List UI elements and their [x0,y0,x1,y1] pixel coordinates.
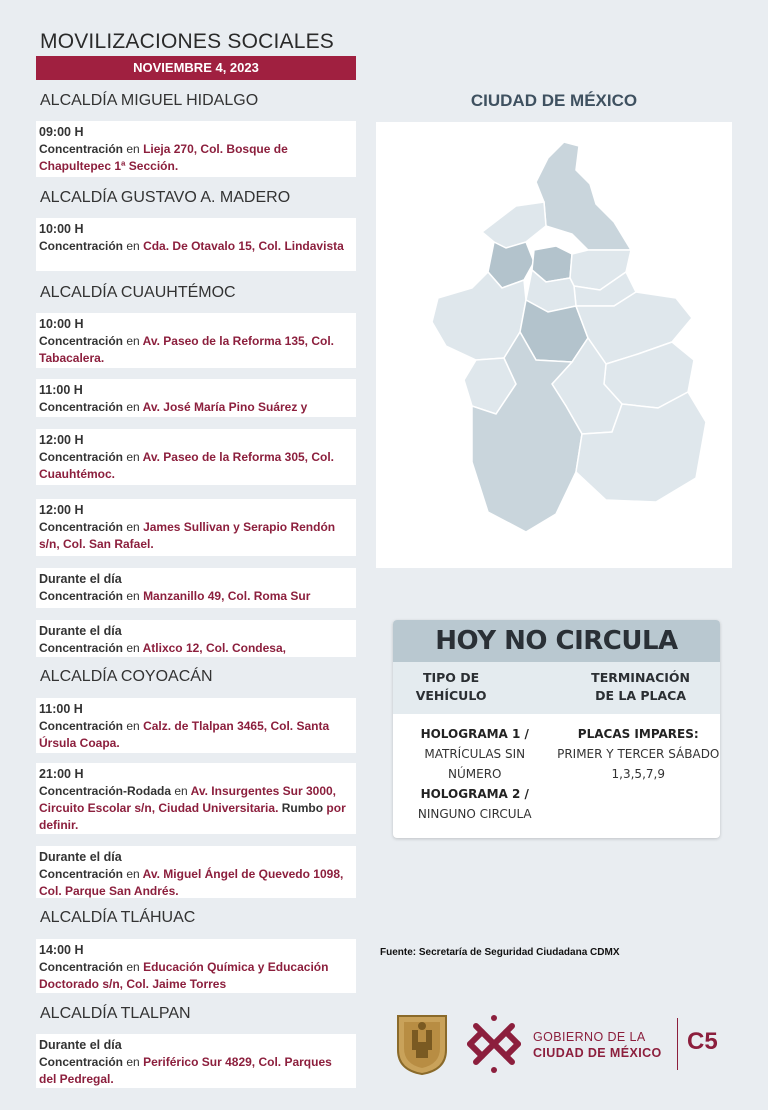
event-time: 10:00 H [39,222,84,236]
cdmx-map-svg [376,122,732,568]
city-map [376,122,732,568]
event-card [36,379,356,417]
col-tipo-vehiculo: TIPO DE VEHÍCULO [415,670,487,703]
event-card [36,218,356,271]
event-connector: en [126,867,140,881]
event-connector: en [126,1055,140,1069]
event-card [36,429,356,485]
event-connector: en [126,589,140,603]
event-connector: en [126,960,140,974]
section-heading: ALCALDÍA TLÁHUAC [40,909,196,926]
section-heading: ALCALDÍA COYOACÁN [40,668,213,685]
map-title: CIUDAD DE MÉXICO [470,91,638,110]
event-card [36,313,356,368]
event-place: Educación Química y Educación Doctorado s/n, Col. Jaime Torres [39,960,329,991]
holograma2-text: NINGUNO CIRCULA [417,807,532,821]
page-title: MOVILIZACIONES SOCIALES [40,30,335,53]
event-place: Cda. De Otavalo 15, Col. Lindavista [143,239,344,253]
event-place: Manzanillo 49, Col. Roma Sur [143,589,311,603]
event-place: Av. Miguel Ángel de Quevedo 1098, Col. Parque San Andrés. [39,867,344,898]
event-time: Durante el día [39,572,122,586]
event-card [36,620,356,657]
event-time: 10:00 H [39,317,84,331]
holograma1-text: MATRÍCULAS SIN NÚMERO [424,747,526,781]
event-type: Concentración [39,1055,124,1069]
hoy-no-circula-title: HOY NO CIRCULA [393,620,720,662]
event-connector: en [126,520,140,534]
event-time: 12:00 H [39,503,84,517]
event-type: Concentración [39,239,124,253]
map-region-gam [536,142,631,250]
event-connector: en [174,784,188,798]
col-terminacion-placa: TERMINACIÓN DE LA PLACA [591,670,690,703]
event-time: 14:00 H [39,943,84,957]
event-type: Concentración [39,334,124,348]
hoy-no-circula-panel [393,620,720,838]
event-type: Concentración [39,520,124,534]
date-bar: NOVIEMBRE 4, 2023 [36,56,356,80]
event-card [36,499,356,556]
footer-logos [394,1010,734,1080]
event-card [36,939,356,993]
event-time: Durante el día [39,850,122,864]
event-card [36,568,356,608]
logo-divider [677,1018,678,1070]
event-time: Durante el día [39,624,122,638]
event-type: Concentración [39,867,124,881]
c5-logo: C5 [687,1028,718,1055]
event-type: Concentración [39,960,124,974]
cdmx-logo-icon [464,1012,524,1076]
event-type: Concentración [39,719,124,733]
event-place: Av. José María Pino Suárez y [142,400,308,414]
holograma1-label: HOLOGRAMA 1 / [420,727,529,741]
event-card [36,763,356,834]
event-connector: en [126,239,140,253]
section-heading: ALCALDÍA GUSTAVO A. MADERO [40,189,291,206]
event-time: Durante el día [39,1038,122,1052]
event-type: Concentración [39,589,124,603]
hoy-no-circula-header [393,662,720,714]
event-time: 09:00 H [39,125,84,139]
event-type: Concentración [39,400,124,414]
gov-line-2: CIUDAD DE MÉXICO [533,1046,662,1060]
gov-name [533,1029,662,1061]
event-route-label: Rumbo [281,801,324,815]
event-place: James Sullivan y Serapio Rendón s/n, Col. San Rafael. [39,520,336,551]
event-connector: en [126,334,140,348]
event-type: Concentración-Rodada [39,784,172,798]
event-place: Av. Paseo de la Reforma 305, Col. Cuauhtémoc. [39,450,335,481]
event-time: 21:00 H [39,767,84,781]
event-connector: en [126,450,140,464]
event-place: Av. Insurgentes Sur 3000, Circuito Escolar s/n, Ciudad Universitaria. [39,784,336,815]
source-note: Fuente: Secretaría de Seguridad Ciudadana CDMX [380,947,620,958]
gov-line-1: GOBIERNO DE LA [533,1030,646,1044]
event-card [36,846,356,898]
event-card [36,121,356,177]
event-time: 11:00 H [39,702,83,716]
coat-of-arms-icon [394,1012,450,1076]
event-type: Concentración [39,641,124,655]
section-heading: ALCALDÍA TLALPAN [40,1005,191,1022]
holograma2-label: HOLOGRAMA 2 / [420,787,529,801]
placas-numbers: 1,3,5,7,9 [611,767,665,781]
placas-text: PRIMER Y TERCER SÁBADO [557,747,720,761]
event-card [36,698,356,753]
event-connector: en [126,142,140,156]
map-region-azcapotzalco [482,202,546,248]
placas-label: PLACAS IMPARES: [577,727,699,741]
event-connector: en [126,719,140,733]
section-heading: ALCALDÍA MIGUEL HIDALGO [40,92,259,109]
event-connector: en [126,400,140,414]
event-place: Lieja 270, Col. Bosque de Chapultepec 1ª Sección. [39,142,288,173]
event-place: Atlixco 12, Col. Condesa, [142,641,286,655]
event-time: 11:00 H [39,383,83,397]
event-connector: en [126,641,140,655]
event-type: Concentración [39,142,124,156]
hoy-no-circula-body [393,714,720,824]
event-type: Concentración [39,450,124,464]
section-heading: ALCALDÍA CUAUHTÉMOC [40,284,236,301]
event-card [36,1034,356,1088]
event-place: Av. Paseo de la Reforma 135, Col. Tabacalera. [39,334,335,365]
event-time: 12:00 H [39,433,84,447]
event-place: Periférico Sur 4829, Col. Parques del Pedregal. [39,1055,332,1086]
event-route-value: por definir. [39,801,346,832]
event-place: Calz. de Tlalpan 3465, Col. Santa Úrsula Coapa. [39,719,330,750]
